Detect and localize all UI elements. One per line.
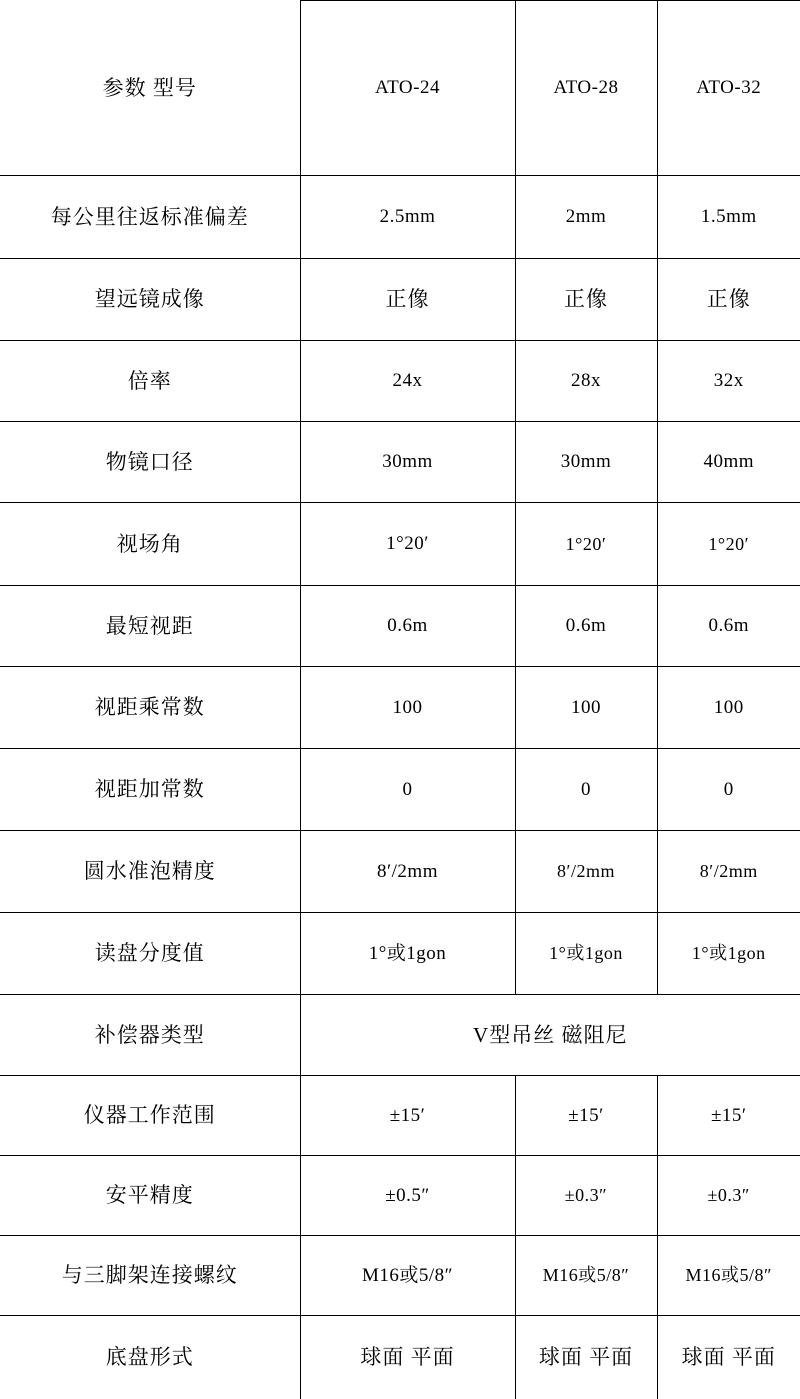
header-model-3: ATO-32 bbox=[657, 1, 800, 176]
header-model-1: ATO-24 bbox=[300, 1, 515, 176]
row-value: 24x bbox=[300, 341, 515, 422]
header-model-2: ATO-28 bbox=[515, 1, 657, 176]
row-label: 视场角 bbox=[0, 503, 300, 586]
row-value: 球面 平面 bbox=[657, 1316, 800, 1399]
table-row bbox=[0, 341, 800, 422]
header-param-label: 参数 型号 bbox=[0, 1, 300, 176]
table-row bbox=[0, 422, 800, 503]
row-value: 8′/2mm bbox=[515, 831, 657, 913]
row-value: 30mm bbox=[300, 422, 515, 503]
table-row bbox=[0, 1076, 800, 1156]
table-row bbox=[0, 586, 800, 667]
table-row bbox=[0, 176, 800, 259]
row-value-merged: V型吊丝 磁阻尼 bbox=[300, 995, 800, 1076]
row-value: ±15′ bbox=[300, 1076, 515, 1156]
row-value: 32x bbox=[657, 341, 800, 422]
row-value: 100 bbox=[300, 667, 515, 749]
row-value: 1.5mm bbox=[657, 176, 800, 259]
row-value: 0.6m bbox=[657, 586, 800, 667]
row-label: 圆水准泡精度 bbox=[0, 831, 300, 913]
row-value: 0.6m bbox=[300, 586, 515, 667]
row-value: 0.6m bbox=[515, 586, 657, 667]
row-label: 望远镜成像 bbox=[0, 259, 300, 341]
table-row bbox=[0, 995, 800, 1076]
row-label: 与三脚架连接螺纹 bbox=[0, 1236, 300, 1316]
row-value: 1°20′ bbox=[657, 503, 800, 586]
row-value: 正像 bbox=[300, 259, 515, 341]
row-value: M16或5/8″ bbox=[657, 1236, 800, 1316]
row-label: 视距乘常数 bbox=[0, 667, 300, 749]
row-value: 2.5mm bbox=[300, 176, 515, 259]
row-label: 视距加常数 bbox=[0, 749, 300, 831]
row-value: 2mm bbox=[515, 176, 657, 259]
row-value: 0 bbox=[657, 749, 800, 831]
row-label: 倍率 bbox=[0, 341, 300, 422]
table-row bbox=[0, 259, 800, 341]
row-value: M16或5/8″ bbox=[300, 1236, 515, 1316]
row-value: 1°或1gon bbox=[515, 913, 657, 995]
row-label: 补偿器类型 bbox=[0, 995, 300, 1076]
row-value: M16或5/8″ bbox=[515, 1236, 657, 1316]
row-value: 1°20′ bbox=[515, 503, 657, 586]
row-value: 1°或1gon bbox=[300, 913, 515, 995]
row-value: 1°20′ bbox=[300, 503, 515, 586]
table-row bbox=[0, 1316, 800, 1399]
table-row bbox=[0, 831, 800, 913]
row-value: 30mm bbox=[515, 422, 657, 503]
row-value: 球面 平面 bbox=[515, 1316, 657, 1399]
row-label: 底盘形式 bbox=[0, 1316, 300, 1399]
row-value: ±0.3″ bbox=[515, 1156, 657, 1236]
row-label: 物镜口径 bbox=[0, 422, 300, 503]
row-value: 8′/2mm bbox=[300, 831, 515, 913]
row-value: 正像 bbox=[515, 259, 657, 341]
row-value: ±0.3″ bbox=[657, 1156, 800, 1236]
row-value: 1°或1gon bbox=[657, 913, 800, 995]
row-value: 100 bbox=[657, 667, 800, 749]
table-row bbox=[0, 1156, 800, 1236]
row-value: 球面 平面 bbox=[300, 1316, 515, 1399]
table-header-row bbox=[0, 1, 800, 176]
row-label: 读盘分度值 bbox=[0, 913, 300, 995]
row-value: 40mm bbox=[657, 422, 800, 503]
row-value: ±15′ bbox=[515, 1076, 657, 1156]
table-row bbox=[0, 503, 800, 586]
row-label: 每公里往返标准偏差 bbox=[0, 176, 300, 259]
table-row bbox=[0, 913, 800, 995]
row-value: 8′/2mm bbox=[657, 831, 800, 913]
row-value: 正像 bbox=[657, 259, 800, 341]
row-value: 100 bbox=[515, 667, 657, 749]
row-value: ±0.5″ bbox=[300, 1156, 515, 1236]
row-value: 28x bbox=[515, 341, 657, 422]
table-row bbox=[0, 667, 800, 749]
row-label: 安平精度 bbox=[0, 1156, 300, 1236]
row-value: ±15′ bbox=[657, 1076, 800, 1156]
row-label: 仪器工作范围 bbox=[0, 1076, 300, 1156]
row-label: 最短视距 bbox=[0, 586, 300, 667]
table-row bbox=[0, 749, 800, 831]
row-value: 0 bbox=[300, 749, 515, 831]
table-row bbox=[0, 1236, 800, 1316]
row-value: 0 bbox=[515, 749, 657, 831]
